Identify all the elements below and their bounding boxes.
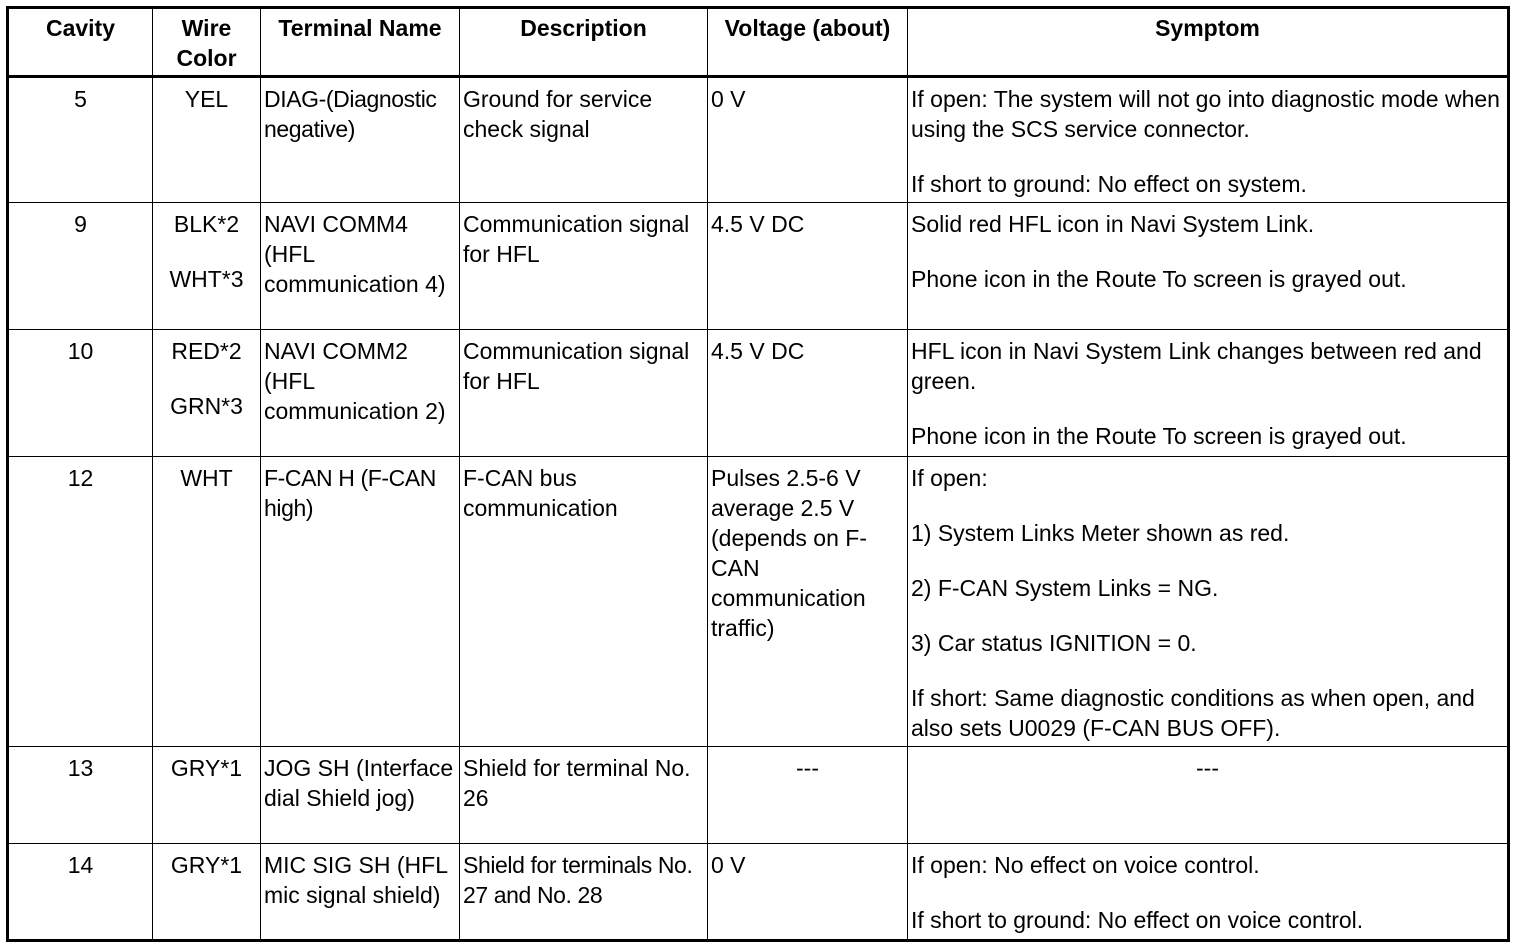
table-row xyxy=(8,77,1509,203)
wire-color-value: YEL xyxy=(184,86,229,112)
wire-color-cell xyxy=(153,203,261,330)
cavity-cell: 9 xyxy=(8,203,153,330)
symptom-line: Solid red HFL icon in Navi System Link. xyxy=(911,211,1315,237)
symptom-line: If short: Same diagnostic conditions as when open, and also sets U0029 (F-CAN BUS OFF). xyxy=(911,685,1475,741)
symptom-cell xyxy=(908,330,1509,457)
table-row xyxy=(8,203,1509,330)
voltage-cell: 4.5 V DC xyxy=(708,203,908,330)
terminal-name-cell: DIAG-(Diagnostic negative) xyxy=(261,77,460,203)
symptom-line: If open: xyxy=(911,465,988,491)
description-cell: Communication signal for HFL xyxy=(460,203,708,330)
cavity-cell: 13 xyxy=(8,747,153,844)
table-row xyxy=(8,844,1509,941)
voltage-cell: --- xyxy=(708,747,908,844)
symptom-cell xyxy=(908,77,1509,203)
table-row xyxy=(8,330,1509,457)
wire-color-value: WHT xyxy=(180,465,233,491)
terminal-name-cell: NAVI COMM2 (HFL communication 2) xyxy=(261,330,460,457)
cavity-cell: 14 xyxy=(8,844,153,941)
wire-color-cell xyxy=(153,844,261,941)
symptom-cell xyxy=(908,844,1509,941)
symptom-line: --- xyxy=(1196,755,1219,781)
wire-color-cell xyxy=(153,747,261,844)
wire-color-value: WHT*3 xyxy=(169,266,244,292)
cavity-cell: 10 xyxy=(8,330,153,457)
cavity-cell: 5 xyxy=(8,77,153,203)
table-header xyxy=(8,8,1509,77)
symptom-cell xyxy=(908,457,1509,747)
symptom-line: If open: The system will not go into diagnostic mode when using the SCS service connector. xyxy=(911,86,1500,142)
description-cell: Shield for terminal No. 26 xyxy=(460,747,708,844)
description-cell: F-CAN bus communication xyxy=(460,457,708,747)
symptom-line: Phone icon in the Route To screen is grayed out. xyxy=(911,266,1407,292)
symptom-line: 2) F-CAN System Links = NG. xyxy=(911,575,1219,601)
symptom-line: If open: No effect on voice control. xyxy=(911,852,1260,878)
symptom-line: 3) Car status IGNITION = 0. xyxy=(911,630,1197,656)
symptom-line: If short to ground: No effect on system. xyxy=(911,171,1307,197)
description-cell: Ground for service check signal xyxy=(460,77,708,203)
description-cell: Communication signal for HFL xyxy=(460,330,708,457)
wire-color-cell xyxy=(153,330,261,457)
symptom-line: If short to ground: No effect on voice control. xyxy=(911,907,1364,933)
description-cell: Shield for terminals No. 27 and No. 28 xyxy=(460,844,708,941)
voltage-cell: 0 V xyxy=(708,77,908,203)
symptom-line: 1) System Links Meter shown as red. xyxy=(911,520,1290,546)
header-terminal-name: Terminal Name xyxy=(261,8,460,77)
wire-color-value: GRY*1 xyxy=(170,755,243,781)
voltage-cell: 4.5 V DC xyxy=(708,330,908,457)
connector-pinout-table xyxy=(6,6,1510,942)
header-description: Description xyxy=(460,8,708,77)
header-wire-color: Wire Color xyxy=(153,8,261,77)
symptom-cell xyxy=(908,203,1509,330)
voltage-cell: 0 V xyxy=(708,844,908,941)
terminal-name-cell: NAVI COMM4 (HFL communication 4) xyxy=(261,203,460,330)
wire-color-value: GRY*1 xyxy=(170,852,243,878)
terminal-name-cell: MIC SIG SH (HFL mic signal shield) xyxy=(261,844,460,941)
symptom-line: HFL icon in Navi System Link changes between red and green. xyxy=(911,338,1482,394)
symptom-cell xyxy=(908,747,1509,844)
header-voltage: Voltage (about) xyxy=(708,8,908,77)
wire-color-value: GRN*3 xyxy=(170,393,243,419)
terminal-name-cell: JOG SH (Interface dial Shield jog) xyxy=(261,747,460,844)
wire-color-value: RED*2 xyxy=(171,338,242,364)
wire-color-cell xyxy=(153,77,261,203)
table-row xyxy=(8,457,1509,747)
wire-color-cell xyxy=(153,457,261,747)
table-row xyxy=(8,747,1509,844)
terminal-name-cell: F-CAN H (F-CAN high) xyxy=(261,457,460,747)
voltage-cell: Pulses 2.5-6 V average 2.5 V (depends on F-CAN communication traffic) xyxy=(708,457,908,747)
symptom-line: Phone icon in the Route To screen is grayed out. xyxy=(911,423,1407,449)
header-cavity: Cavity xyxy=(8,8,153,77)
cavity-cell: 12 xyxy=(8,457,153,747)
wire-color-value: BLK*2 xyxy=(173,211,240,237)
header-symptom: Symptom xyxy=(908,8,1509,77)
